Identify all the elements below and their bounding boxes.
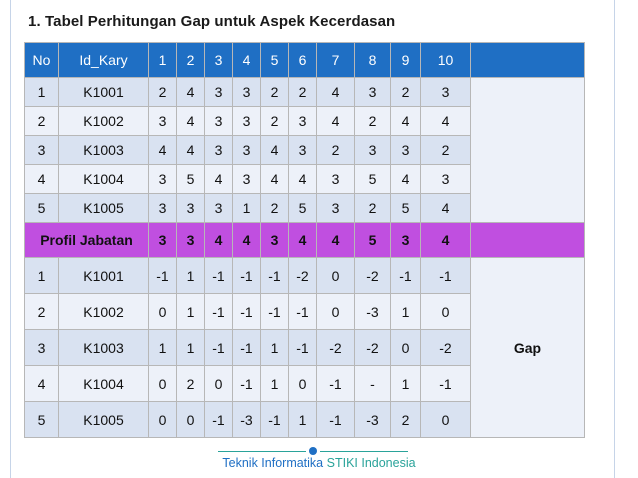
table-cell: 4 <box>261 165 289 194</box>
profil-row <box>25 223 585 258</box>
table-cell: 4 <box>177 78 205 107</box>
gap-cell: -1 <box>317 366 355 402</box>
table-cell: K1002 <box>59 107 149 136</box>
table-cell: 3 <box>391 136 421 165</box>
header-cell: Id_Kary <box>59 43 149 78</box>
table-cell: 5 <box>177 165 205 194</box>
table-cell: 3 <box>205 107 233 136</box>
gap-cell: -1 <box>233 330 261 366</box>
gap-cell: 1 <box>391 294 421 330</box>
gap-cell: -3 <box>355 294 391 330</box>
footer-rule-right <box>320 451 408 452</box>
profil-cell: 4 <box>421 223 471 258</box>
header-cell: No <box>25 43 59 78</box>
gap-cell: 0 <box>289 366 317 402</box>
table-cell: 2 <box>355 107 391 136</box>
table-cell: 4 <box>421 194 471 223</box>
table-cell: 4 <box>177 136 205 165</box>
table-cell: 3 <box>205 78 233 107</box>
table-cell: 4 <box>177 107 205 136</box>
gap-cell: K1003 <box>59 330 149 366</box>
gap-cell: -1 <box>289 330 317 366</box>
gap-cell: 1 <box>177 258 205 294</box>
table-cell: 3 <box>177 194 205 223</box>
profil-cell: 5 <box>355 223 391 258</box>
profil-cell: 3 <box>149 223 177 258</box>
table-cell: 3 <box>233 107 261 136</box>
footer-rule-left <box>218 451 306 452</box>
table-cell: 5 <box>289 194 317 223</box>
gap-label: Gap <box>471 258 585 438</box>
table-cell: 3 <box>25 136 59 165</box>
table-cell: K1001 <box>59 78 149 107</box>
profil-cell: 4 <box>205 223 233 258</box>
profil-cell: 3 <box>177 223 205 258</box>
table-cell: 3 <box>233 165 261 194</box>
header-spacer <box>471 43 585 78</box>
gap-cell: 2 <box>25 294 59 330</box>
gap-cell: 1 <box>289 402 317 438</box>
table-header-row <box>25 43 585 78</box>
table-cell: 2 <box>25 107 59 136</box>
gap-cell: 0 <box>149 366 177 402</box>
footer <box>0 456 638 470</box>
table-cell: 3 <box>317 194 355 223</box>
profil-cell: 3 <box>261 223 289 258</box>
gap-cell: 0 <box>421 402 471 438</box>
footer-left: Teknik Informatika <box>222 456 324 470</box>
table-cell: K1003 <box>59 136 149 165</box>
table-cell: 3 <box>289 136 317 165</box>
gap-cell: -1 <box>205 402 233 438</box>
table-cell: 2 <box>317 136 355 165</box>
table-cell: 3 <box>421 165 471 194</box>
table-cell: 3 <box>149 107 177 136</box>
table-cell: 3 <box>149 165 177 194</box>
gap-cell: 0 <box>177 402 205 438</box>
table-cell: 2 <box>355 194 391 223</box>
table-cell: 2 <box>261 107 289 136</box>
gap-cell: -2 <box>421 330 471 366</box>
table-cell: 1 <box>233 194 261 223</box>
gap-cell: -2 <box>317 330 355 366</box>
table-cell: 2 <box>149 78 177 107</box>
table-cell: 2 <box>391 78 421 107</box>
header-cell: 2 <box>177 43 205 78</box>
table-cell: 4 <box>391 107 421 136</box>
table-cell: 4 <box>391 165 421 194</box>
side-panel-top <box>471 78 585 223</box>
table-cell: 2 <box>261 78 289 107</box>
gap-cell: 1 <box>177 294 205 330</box>
table-cell: 3 <box>205 194 233 223</box>
gap-cell: -1 <box>261 294 289 330</box>
gap-cell: 1 <box>391 366 421 402</box>
gap-cell: K1004 <box>59 366 149 402</box>
table-cell: 3 <box>289 107 317 136</box>
header-cell: 1 <box>149 43 177 78</box>
header-cell: 3 <box>205 43 233 78</box>
table-cell: 4 <box>149 136 177 165</box>
gap-cell: -1 <box>233 294 261 330</box>
table-cell: 2 <box>421 136 471 165</box>
gap-cell: -2 <box>355 258 391 294</box>
gap-table <box>24 42 585 438</box>
profil-label: Profil Jabatan <box>25 223 149 258</box>
profil-cell: 4 <box>233 223 261 258</box>
gap-cell: -3 <box>233 402 261 438</box>
table-cell: K1005 <box>59 194 149 223</box>
table-cell: 4 <box>317 78 355 107</box>
table-cell: 3 <box>233 136 261 165</box>
header-cell: 7 <box>317 43 355 78</box>
gap-cell: -2 <box>355 330 391 366</box>
gap-cell: 1 <box>261 366 289 402</box>
table-cell: 3 <box>421 78 471 107</box>
gap-cell: -1 <box>205 294 233 330</box>
table-cell: 3 <box>355 78 391 107</box>
table-cell: 4 <box>261 136 289 165</box>
footer-right: STIKI Indonesia <box>326 456 416 470</box>
header-cell: 5 <box>261 43 289 78</box>
gap-cell: 0 <box>421 294 471 330</box>
table-cell: 3 <box>317 165 355 194</box>
profil-cell: 4 <box>317 223 355 258</box>
gap-cell: 2 <box>177 366 205 402</box>
gap-cell: K1002 <box>59 294 149 330</box>
gap-cell: 1 <box>261 330 289 366</box>
table-cell: 5 <box>391 194 421 223</box>
gap-cell: -2 <box>289 258 317 294</box>
gap-cell: 0 <box>391 330 421 366</box>
table-cell: 5 <box>25 194 59 223</box>
page-title: 1. Tabel Perhitungan Gap untuk Aspek Kecerdasan <box>28 13 396 30</box>
profil-cell: 4 <box>289 223 317 258</box>
table-cell: 4 <box>317 107 355 136</box>
gap-cell: -1 <box>289 294 317 330</box>
table-cell: 3 <box>149 194 177 223</box>
gap-cell: 0 <box>149 294 177 330</box>
gap-cell: -1 <box>391 258 421 294</box>
gap-cell: -1 <box>205 258 233 294</box>
table-cell: 3 <box>205 136 233 165</box>
gap-cell: 1 <box>149 330 177 366</box>
table-cell: K1004 <box>59 165 149 194</box>
gap-cell: -1 <box>261 402 289 438</box>
table-cell: 3 <box>355 136 391 165</box>
gap-cell: -1 <box>233 258 261 294</box>
gap-cell: -1 <box>317 402 355 438</box>
table-cell: 5 <box>355 165 391 194</box>
gap-cell: 0 <box>317 258 355 294</box>
gap-cell: -1 <box>149 258 177 294</box>
header-cell: 4 <box>233 43 261 78</box>
gap-cell: 5 <box>25 402 59 438</box>
header-cell: 10 <box>421 43 471 78</box>
gap-cell: -1 <box>421 366 471 402</box>
header-cell: 6 <box>289 43 317 78</box>
table-cell: 4 <box>205 165 233 194</box>
table-cell: 2 <box>261 194 289 223</box>
gap-cell: -1 <box>205 330 233 366</box>
gap-cell: 1 <box>177 330 205 366</box>
gap-cell: 0 <box>205 366 233 402</box>
gap-cell: -1 <box>233 366 261 402</box>
header-cell: 8 <box>355 43 391 78</box>
table-cell: 1 <box>25 78 59 107</box>
gap-cell: 1 <box>25 258 59 294</box>
gap-cell: - <box>355 366 391 402</box>
header-cell: 9 <box>391 43 421 78</box>
table-cell: 4 <box>421 107 471 136</box>
gap-cell: 3 <box>25 330 59 366</box>
gap-row <box>25 258 585 294</box>
gap-cell: 0 <box>317 294 355 330</box>
profil-spacer <box>471 223 585 258</box>
footer-dot <box>309 447 317 455</box>
table-cell: 3 <box>233 78 261 107</box>
table-row <box>25 78 585 107</box>
gap-cell: -1 <box>261 258 289 294</box>
gap-cell: K1001 <box>59 258 149 294</box>
gap-cell: 2 <box>391 402 421 438</box>
table-cell: 4 <box>289 165 317 194</box>
gap-cell: K1005 <box>59 402 149 438</box>
gap-cell: 4 <box>25 366 59 402</box>
gap-cell: -3 <box>355 402 391 438</box>
gap-cell: -1 <box>421 258 471 294</box>
table-cell: 2 <box>289 78 317 107</box>
gap-cell: 0 <box>149 402 177 438</box>
profil-cell: 3 <box>391 223 421 258</box>
table-cell: 4 <box>25 165 59 194</box>
